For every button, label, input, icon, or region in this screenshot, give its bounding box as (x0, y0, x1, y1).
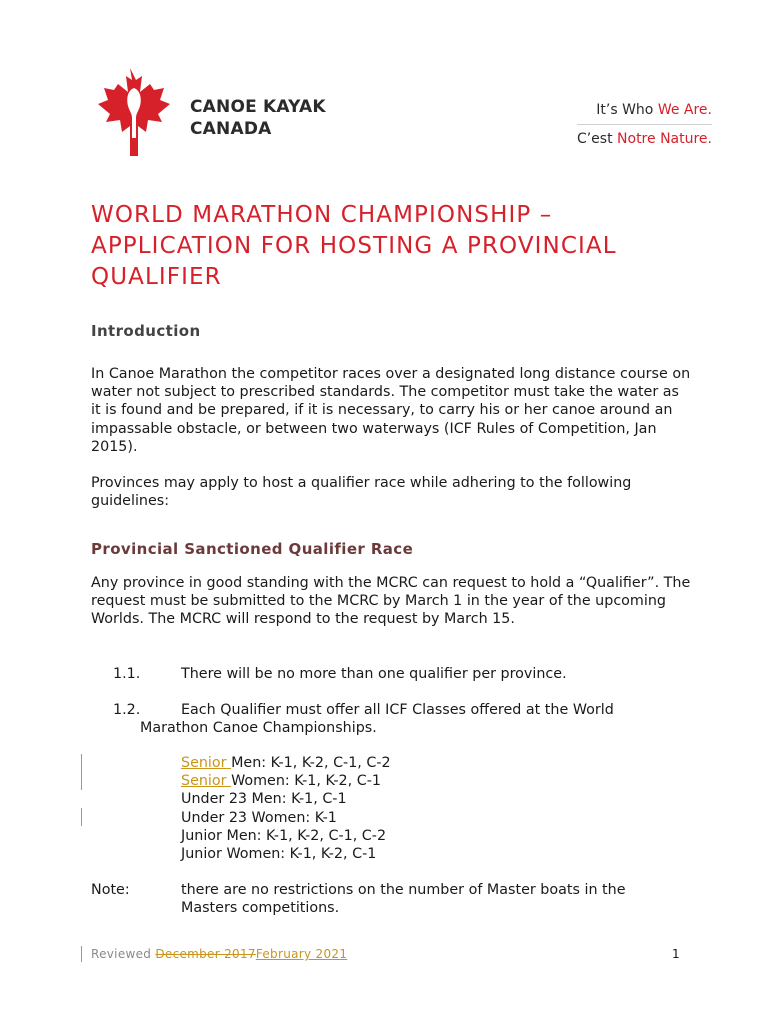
document-title: WORLD MARATHON CHAMPIONSHIP – APPLICATION FOR HOSTING A PROVINCIAL QUALIFIER (91, 202, 617, 290)
list-item (113, 665, 673, 683)
note-label: Note: (91, 882, 130, 898)
tracked-deletion: December 2017 (155, 947, 256, 961)
class-text: Men: K-1, K-2, C-1, C-2 (231, 755, 391, 771)
logo-line-1: CANOE KAYAK (190, 97, 326, 117)
footer-revision (91, 947, 347, 961)
guidelines-paragraph: Provinces may apply to host a qualifier race while adhering to the following guidelines: (91, 475, 632, 510)
tracked-insertion: Senior (181, 755, 232, 771)
note-text: there are no restrictions on the number of Master boats in the Masters competitions. (181, 882, 626, 917)
list-item-continuation: Marathon Canoe Championships. (140, 720, 377, 737)
footer-reviewed-label: Reviewed (91, 947, 156, 961)
logo-wordmark (190, 96, 326, 140)
slogan (577, 96, 712, 153)
list-item-text: There will be no more than one qualifier per province. (181, 666, 567, 682)
slogan-english-plain: It’s Who (596, 102, 658, 118)
class-junior-women: Junior Women: K-1, K-2, C-1 (181, 846, 377, 863)
list-item-number: 1.1. (113, 666, 141, 682)
class-junior-men: Junior Men: K-1, K-2, C-1, C-2 (181, 827, 387, 844)
change-bar (81, 808, 82, 826)
introduction-heading: Introduction (91, 322, 201, 340)
slogan-french-plain: C’est (576, 131, 618, 147)
maple-leaf-paddle-icon (90, 68, 178, 156)
slogan-english (577, 96, 712, 125)
change-bar (81, 946, 82, 962)
slogan-english-red: We Are. (657, 102, 712, 118)
list-item-number: 1.2. (113, 702, 141, 718)
class-text: Women: K-1, K-2, C-1 (231, 773, 381, 790)
change-bar (81, 754, 82, 790)
sanctioned-race-paragraph: Any province in good standing with the MCRC can request to hold a “Qualifier”. The request must be submitted to the MCRC by March 1 in the year of the upcoming Worlds. The MCRC will respond to the request by March 15. (91, 575, 691, 628)
slogan-french-red: Notre Nature. (617, 131, 712, 147)
list-item (113, 701, 673, 737)
sanctioned-race-heading: Provincial Sanctioned Qualifier Race (91, 540, 414, 558)
class-u23-men: Under 23 Men: K-1, C-1 (181, 791, 347, 808)
class-text: Under 23 Women: K-1 (181, 809, 337, 826)
class-senior-women (181, 772, 391, 790)
logo-line-2: CANADA (190, 119, 272, 139)
page-number: 1 (672, 947, 680, 961)
canoe-kayak-canada-logo (90, 68, 340, 156)
slogan-french (577, 125, 712, 153)
list-item-text: Each Qualifier must offer all ICF Classes offered at the World (181, 702, 614, 718)
tracked-insertion: Senior (181, 773, 232, 790)
class-senior-men (181, 754, 391, 772)
introduction-paragraph: In Canoe Marathon the competitor races over a designated long distance course on water not subject to prescribed standards. The competitor must take the water as it is found and be prepared, if it is necessary, to carry his or her canoe around an impassable obstacle, or between two waterways (ICF Rules of Competition, Jan 2015). (91, 366, 691, 455)
tracked-insertion: February 2021 (255, 947, 348, 961)
class-u23-women (181, 809, 391, 827)
icf-classes-list (181, 754, 391, 863)
